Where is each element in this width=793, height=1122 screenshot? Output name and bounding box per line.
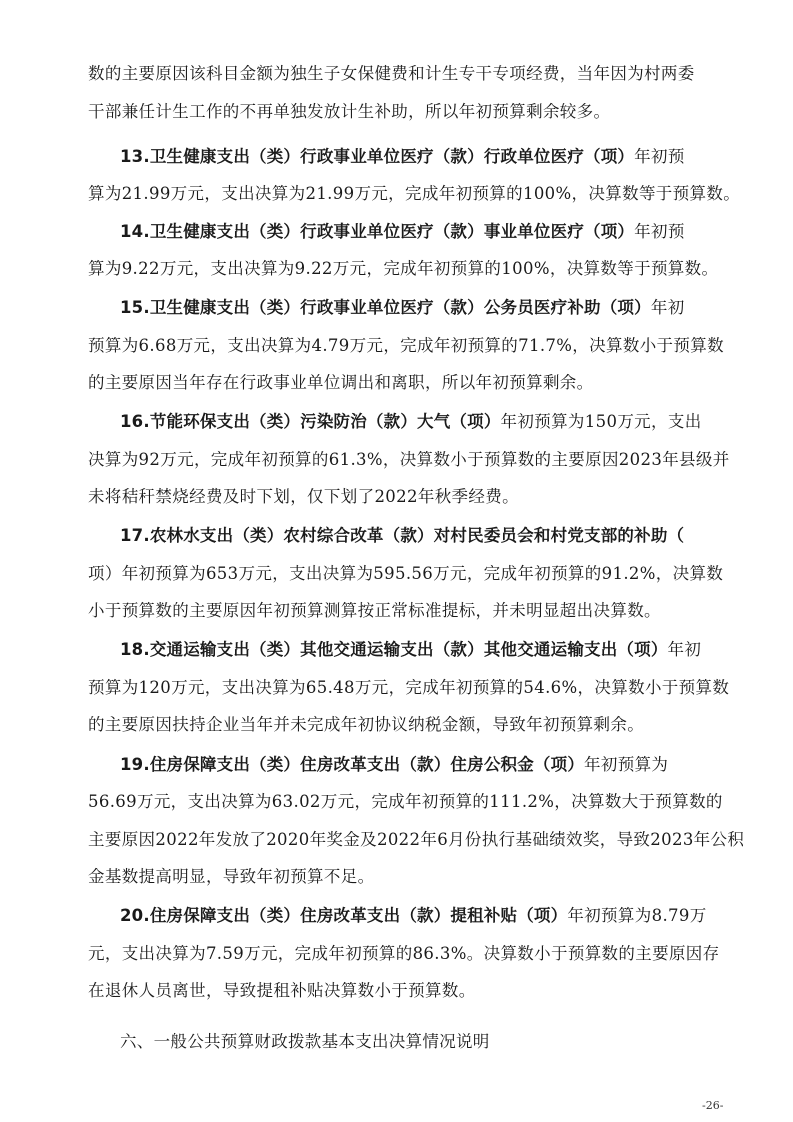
item-17-line: 项）年初预算为653万元，支出决算为595.56万元，完成年初预算的91.2%，决算数	[88, 564, 724, 583]
item-17-line: 小于预算数的主要原因年初预算测算按正常标准提标，并未明显超出决算数。	[88, 601, 661, 620]
item-15-text: 年初	[650, 298, 685, 317]
item-16-heading: 16.节能环保支出（类）污染防治（款）大气（项）	[120, 412, 501, 431]
item-19-line: 56.69万元，支出决算为63.02万元，完成年初预算的111.2%，决算数大于预算数的	[88, 792, 723, 811]
item-20-first-line	[120, 906, 708, 926]
intro-line: 干部兼任计生工作的不再单独发放计生补助，所以年初预算剩余较多。	[88, 102, 611, 121]
item-16-line: 决算为92万元，完成年初预算的61.3%，决算数小于预算数的主要原因2023年县级并	[88, 450, 730, 469]
item-15-line: 预算为6.68万元，支出决算为4.79万元，完成年初预算的71.7%，决算数小于预算数	[88, 336, 724, 355]
item-15-line: 的主要原因当年存在行政事业单位调出和离职，所以年初预算剩余。	[88, 373, 594, 392]
intro-line: 数的主要原因该科目金额为独生子女保健费和计生专干专项经费，当年因为村两委	[88, 64, 695, 83]
item-16-first-line	[120, 412, 708, 432]
item-16-text: 年初预算为150万元，支出	[500, 412, 702, 431]
item-13-heading: 13.卫生健康支出（类）行政事业单位医疗（款）行政单位医疗（项）	[120, 147, 635, 166]
item-13-first-line	[120, 147, 708, 167]
item-14-heading: 14.卫生健康支出（类）行政事业单位医疗（款）事业单位医疗（项）	[120, 222, 635, 241]
item-18-line: 预算为120万元，支出决算为65.48万元，完成年初预算的54.6%，决算数小于预算数	[88, 678, 730, 697]
item-17-first-line	[120, 526, 708, 546]
item-20-text: 年初预算为8.79万	[567, 906, 707, 925]
page-number: -26-	[702, 1099, 724, 1112]
item-18-line: 的主要原因扶持企业当年并未完成年初协议纳税金额，导致年初预算剩余。	[88, 715, 645, 734]
item-20-line: 在退休人员离世，导致提租补贴决算数小于预算数。	[88, 981, 476, 1000]
item-14-text: 年初预	[634, 222, 685, 241]
item-18-heading: 18.交通运输支出（类）其他交通运输支出（款）其他交通运输支出（项）	[120, 640, 668, 659]
item-13-line: 算为21.99万元，支出决算为21.99万元，完成年初预算的100%，决算数等于预算数。	[88, 184, 741, 203]
item-19-first-line	[120, 755, 708, 775]
item-19-line: 金基数提高明显，导致年初预算不足。	[88, 867, 375, 886]
item-20-heading: 20.住房保障支出（类）住房改革支出（款）提租补贴（项）	[120, 906, 568, 925]
item-14-line: 算为9.22万元，支出决算为9.22万元，完成年初预算的100%，决算数等于预算数。	[88, 259, 719, 278]
item-19-text: 年初预算为	[584, 755, 669, 774]
item-20-line: 元，支出决算为7.59万元，完成年初预算的86.3%。决算数小于预算数的主要原因存	[88, 944, 720, 963]
item-13-text: 年初预	[634, 147, 685, 166]
item-16-line: 未将秸秆禁烧经费及时下划，仅下划了2022年秋季经费。	[88, 487, 519, 506]
item-15-heading: 15.卫生健康支出（类）行政事业单位医疗（款）公务员医疗补助（项）	[120, 298, 651, 317]
section-title: 六、一般公共预算财政拨款基本支出决算情况说明	[120, 1032, 490, 1051]
item-15-first-line	[120, 298, 708, 318]
item-19-heading: 19.住房保障支出（类）住房改革支出（款）住房公积金（项）	[120, 755, 585, 774]
item-18-text: 年初	[667, 640, 702, 659]
item-18-first-line	[120, 640, 708, 660]
item-19-line: 主要原因2022年发放了2020年奖金及2022年6月份执行基础绩效奖，导致2023年公积	[88, 830, 745, 849]
item-14-first-line	[120, 222, 708, 242]
item-17-heading: 17.农林水支出（类）农村综合改革（款）对村民委员会和村党支部的补助（	[120, 526, 685, 545]
